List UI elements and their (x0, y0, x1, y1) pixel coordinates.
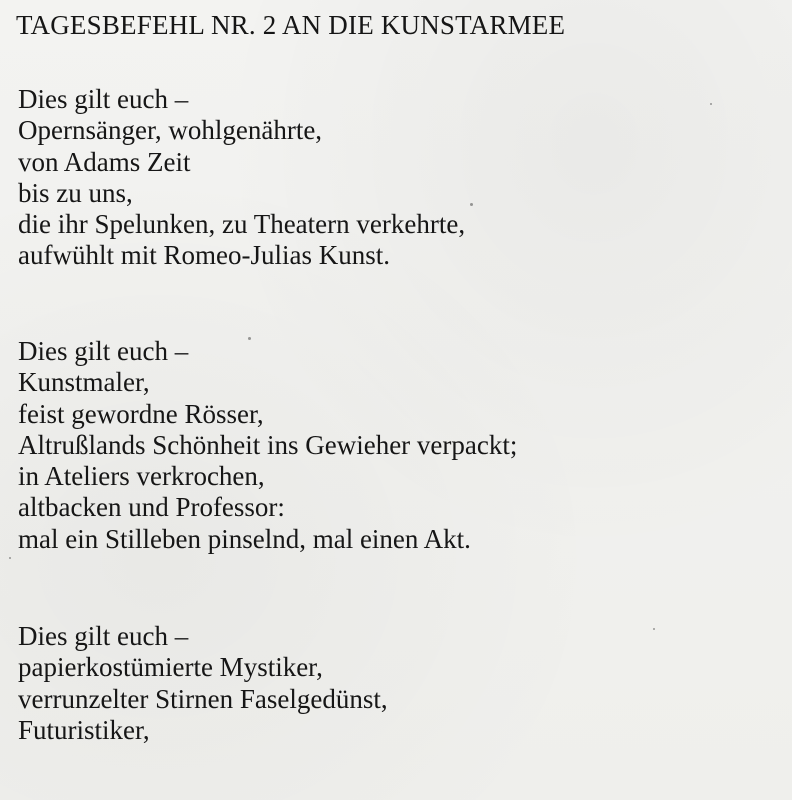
stanza-1 (18, 84, 465, 272)
poem-line: feist gewordne Rösser, (18, 398, 264, 429)
poem-line: aufwühlt mit Romeo-Julias Kunst. (18, 240, 390, 271)
poem-line: mal ein Stilleben pinselnd, mal einen Akt. (18, 523, 471, 554)
poem-line: Dies gilt euch – (18, 84, 189, 114)
poem-line: Dies gilt euch – (18, 621, 189, 651)
poem-line: Futuristiker, (18, 714, 150, 745)
poem-line: Opernsänger, wohlgenährte, (18, 115, 323, 146)
poem-line: verrunzelter Stirnen Faselgedünst, (18, 683, 388, 714)
paper-speck (653, 628, 655, 630)
poem-line: in Ateliers verkrochen, (18, 461, 265, 492)
poem-line: bis zu uns, (18, 177, 133, 208)
paper-speck (9, 557, 11, 559)
paper-speck (710, 103, 712, 105)
poem-line: altbacken und Professor: (18, 492, 285, 523)
poem-line: von Adams Zeit (18, 146, 191, 177)
stanza-3 (18, 621, 388, 746)
stanza-2 (18, 336, 517, 555)
poem-line: Dies gilt euch – (18, 336, 189, 366)
poem-title: TAGESBEFEHL NR. 2 AN DIE KUNSTARMEE (16, 10, 566, 40)
paper-speck (248, 337, 251, 340)
poem-line: Altrußlands Schönheit ins Gewieher verpackt; (18, 429, 518, 460)
poem-line: die ihr Spelunken, zu Theatern verkehrte, (18, 209, 466, 240)
poem-line: Kunstmaler, (18, 367, 150, 398)
poem-line: papierkostümierte Mystiker, (18, 652, 323, 683)
paper-speck (470, 203, 473, 206)
